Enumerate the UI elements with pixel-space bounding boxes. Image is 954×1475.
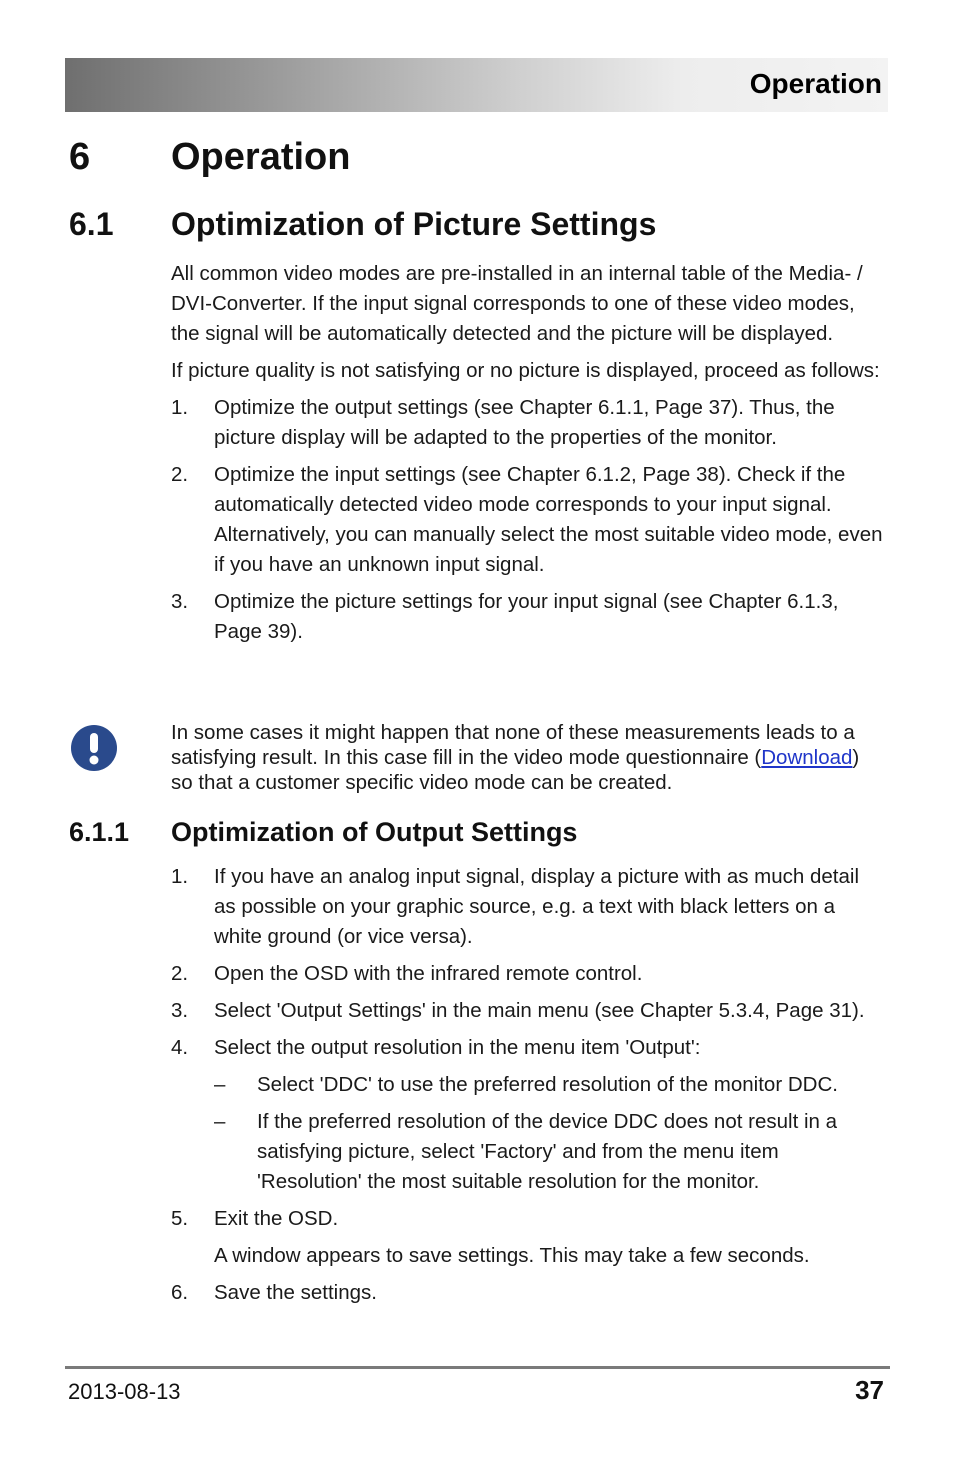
download-link[interactable]: Download: [761, 746, 853, 769]
dash-bullet: –: [214, 1110, 226, 1133]
step-note: A window appears to save settings. This may take a few seconds.: [214, 1244, 810, 1267]
section-body: [171, 259, 883, 654]
note-text-start: In some cases it might happen that none of these measurements leads to a satisfying result. In this case fill in the video mode questionnaire (: [171, 721, 855, 769]
section-title: Optimization of Picture Settings: [171, 206, 657, 242]
list-item: [171, 1278, 883, 1308]
list-item: [171, 1033, 883, 1197]
step-number: 4.: [171, 1036, 189, 1059]
step-text: If you have an analog input signal, display a picture with as much detail as possible on your graphic source, e.g. a text with black letters on a white ground (or vice versa).: [214, 865, 859, 948]
subsection-title: Optimization of Output Settings: [171, 817, 578, 847]
section-steps: [171, 393, 883, 647]
list-item: [171, 393, 883, 453]
list-item: [171, 959, 883, 989]
step-text: Select 'Output Settings' in the main menu (see Chapter 5.3.4, Page 31).: [214, 999, 865, 1022]
step-text: Exit the OSD.: [214, 1207, 339, 1230]
step-number: 1.: [171, 396, 189, 419]
subsection-steps: [171, 862, 883, 1308]
page-number: 37: [855, 1375, 884, 1405]
section-number: 6.1: [69, 206, 114, 242]
note-text-end: ) so that a customer specific video mode can be created.: [171, 746, 860, 794]
list-item: [171, 862, 883, 952]
footer-date: 2013-08-13: [68, 1379, 181, 1404]
step-number: 2.: [171, 962, 189, 985]
proceed-paragraph: If picture quality is not satisfying or no picture is displayed, proceed as follows:: [171, 359, 880, 382]
list-item: [171, 996, 883, 1026]
step-number: 1.: [171, 865, 189, 888]
sub-list-item: [214, 1107, 883, 1197]
footer-divider: [65, 1366, 890, 1369]
step-number: 6.: [171, 1281, 189, 1304]
step-text: Optimize the input settings (see Chapter 6.1.2, Page 38). Check if the automatically detected video mode corresponds to your input signal. Alternatively, you can manually select the most suitable video mode, even if you have an unknown input signal.: [214, 463, 883, 576]
step-text: Optimize the output settings (see Chapter 6.1.1, Page 37). Thus, the picture display will be adapted to the properties of the monitor.: [214, 396, 835, 449]
intro-paragraph: All common video modes are pre-installed in an internal table of the Media- / DVI-Converter. If the input signal corresponds to one of these video modes, the signal will be automatically detected and the picture will be displayed.: [171, 262, 863, 345]
running-header-title: Operation: [749, 68, 882, 99]
chapter-number: 6: [69, 136, 91, 178]
list-item: [171, 587, 883, 647]
subsection-number: 6.1.1: [69, 817, 130, 847]
step-number: 3.: [171, 590, 189, 613]
sub-list: [214, 1070, 883, 1197]
step-text: Optimize the picture settings for your input signal (see Chapter 6.1.3, Page 39).: [214, 590, 839, 643]
step-text: Open the OSD with the infrared remote control.: [214, 962, 643, 985]
list-item: [171, 1204, 883, 1271]
sub-list-item: [214, 1070, 883, 1100]
step-text: Save the settings.: [214, 1281, 377, 1304]
note-box: [171, 720, 883, 795]
step-text: Select the output resolution in the menu item 'Output':: [214, 1036, 701, 1059]
dash-bullet: –: [214, 1073, 226, 1096]
subsection-body: [171, 862, 883, 1315]
sub-item-text: If the preferred resolution of the device DDC does not result in a satisfying picture, select 'Factory' and from the menu item 'Resolution' the most suitable resolution for the monitor.: [257, 1110, 838, 1193]
chapter-title: Operation: [171, 136, 351, 178]
list-item: [171, 460, 883, 580]
step-number: 5.: [171, 1207, 189, 1230]
sub-item-text: Select 'DDC' to use the preferred resolution of the monitor DDC.: [257, 1073, 838, 1096]
step-number: 3.: [171, 999, 189, 1022]
exclamation-icon: [70, 724, 118, 772]
step-number: 2.: [171, 463, 189, 486]
header-bar: [65, 58, 888, 112]
